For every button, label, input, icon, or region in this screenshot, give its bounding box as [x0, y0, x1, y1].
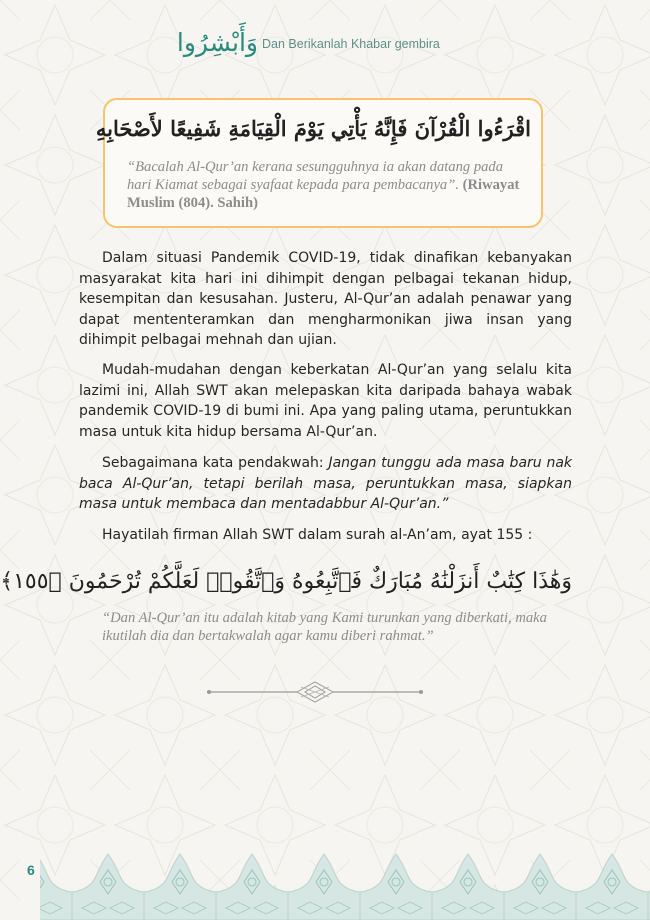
page-header	[0, 24, 650, 64]
paragraph-4-text: Hayatilah firman Allah SWT dalam surah al-An’am, ayat 155 :	[102, 527, 533, 543]
paragraph-1	[79, 248, 572, 351]
page-number: 6	[27, 862, 35, 878]
hadith-source: (Riwayat Muslim (804). Sahih)	[127, 177, 520, 211]
paragraph-1-text: Dalam situasi Pandemik COVID-19, tidak dinafikan kebanyakan masyarakat kita hari ini dihimpit dengan pelbagai tekanan hidup, kesempitan dan kesusahan. Justeru, Al-Qur’an adalah penawar yang dapat mententeramkan dan mengharmonikan jiwa insan yang dihimpit pelbagai mehnah dan ujian.	[79, 250, 572, 348]
hadith-box	[95, 98, 543, 228]
paragraph-2	[79, 360, 572, 442]
hadith-translation	[127, 158, 529, 212]
ornament-divider	[205, 680, 425, 704]
footer-ornament	[0, 852, 650, 920]
hadith-translation-quote: “Bacalah Al-Qur’an kerana sesungguhnya ia akan datang pada hari Kiamat sebagai syafaat kepada para pembacanya”.	[127, 159, 504, 193]
header-subtitle: Dan Berikanlah Khabar gembira	[262, 37, 440, 51]
paragraph-4	[79, 525, 572, 546]
paragraph-3-quote: Jangan tunggu ada masa baru nak baca Al-Qur’an, tetapi berilah masa, peruntukkan masa, siapkan masa untuk membaca dan mentadabbur Al-Qur’an.”	[79, 455, 573, 512]
paragraph-3-lead: Sebagaimana kata pendakwah:	[102, 455, 329, 471]
ayat-translation: “Dan Al-Qur’an itu adalah kitab yang Kami turunkan yang diberkati, maka ikutilah dia dan bertakwalah agar kamu diberi rahmat.”	[102, 610, 547, 644]
paragraph-2-text: Mudah-mudahan dengan keberkatan Al-Qur’an yang selalu kita lazimi ini, Allah SWT akan melepaskan kita daripada bahaya wabak pandemik COVID-19 di bumi ini. Apa yang paling utama, peruntukkan masa untuk kita hidup bersama Al-Qur’an.	[79, 362, 572, 440]
ayat-arabic-text: وَهَٰذَا كِتَٰبٌ أَنزَلْنَٰهُ مُبَارَكٌ فَٱتَّبِعُوهُ وَٱتَّقُوا۟ لَعَلَّكُمْ تُرْحَمُونَ ﴿١٥٥﴾	[0, 569, 572, 594]
header-arabic-title: وَأَبْشِرُوا	[176, 28, 258, 57]
hadith-arabic-text: اقْرَءُوا الْقُرْآنَ فَإِنَّهُ يَأْتِي يَوْمَ الْقِيَامَةِ شَفِيعًا لأَصْحَابِهِ	[95, 116, 531, 141]
paragraph-3	[79, 453, 572, 515]
